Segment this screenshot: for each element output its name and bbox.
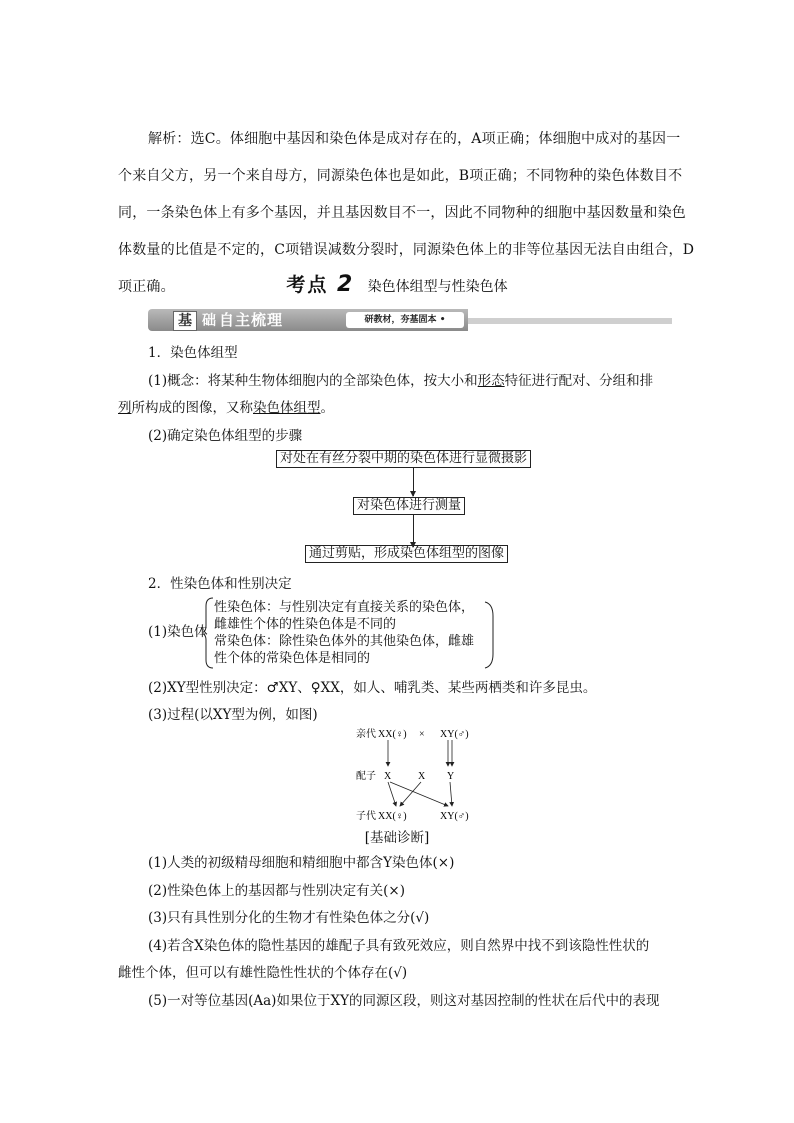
arrow-g2-female	[400, 782, 421, 806]
offspring-label: 子代	[356, 811, 376, 822]
concept-line-2: 列所构成的图像，又称染色体组型。	[118, 400, 334, 416]
arrow-g1-female	[388, 782, 396, 806]
sex-chromosome-line-1: 性染色体：与性别决定有直接关系的染色体，	[214, 600, 475, 615]
heading-sex-chromosome: 2．性染色体和性别决定	[148, 576, 292, 592]
diagnosis-item-4-cont: 雌性个体，但可以有雄性隐性性状的个体存在(√)	[118, 965, 408, 981]
autosome-line-2: 性个体的常染色体是相同的	[214, 651, 371, 666]
gamete-1: X	[384, 771, 392, 782]
step-box-2: 对染色体进行测量	[353, 497, 465, 515]
autosome-line-1: 常染色体：除性染色体外的其他染色体，雌雄	[214, 634, 475, 649]
gamete-3: Y	[447, 771, 455, 782]
analysis-line-3: 同，一条染色体上有多个基因，并且基因数目不一，因此不同物种的细胞中基因数量和染色	[118, 205, 686, 221]
arrow-g1-male	[390, 782, 448, 806]
section-subtitle: 染色体组型与性染色体	[367, 279, 508, 295]
flow-arrow-2	[413, 514, 414, 547]
diagnosis-item-2: (2)性染色体上的基因都与性别决定有关(×)	[148, 883, 405, 899]
analysis-line-2: 个来自父方，另一个来自母方，同源染色体也是如此，B项正确；不同物种的染色体数目不	[118, 168, 683, 184]
cross-symbol: ×	[419, 729, 425, 740]
analysis-line-1: 解析：选C。体细胞中基因和染色体是成对存在的，A项正确；体细胞中成对的基因一	[148, 131, 681, 147]
diagnosis-item-1: (1)人类的初级精母细胞和精细胞中都含Y染色体(×)	[148, 855, 455, 871]
offspring-male: XY(♂)	[440, 811, 469, 822]
banner-char-1: 基	[173, 311, 197, 331]
heading-karyotype: 1．染色体组型	[148, 345, 238, 361]
steps-title: (2)确定染色体组型的步骤	[148, 428, 303, 444]
diagnosis-item-3: (3)只有具性别分化的生物才有性染色体之分(√)	[148, 910, 430, 926]
banner-bar	[468, 318, 672, 324]
diagnosis-title: [基础诊断]	[364, 830, 430, 846]
gamete-2: X	[418, 771, 426, 782]
arrow-g3-male	[450, 782, 452, 806]
banner-char-2: 础	[202, 313, 216, 329]
banner-right-label: 研教材，夯基固本 •	[346, 312, 464, 328]
section-title	[0, 270, 794, 297]
inheritance-diagram	[340, 724, 480, 824]
analysis-line-4: 体数量的比值是不定的，C项错误减数分裂时，同源染色体上的非等位基因无法自由组合，D	[118, 242, 695, 258]
gamete-label: 配子	[356, 771, 376, 782]
process-line: (3)过程(以XY型为例，如图)	[148, 707, 318, 723]
xy-type-line: (2)XY型性别决定：♂XY、♀XX，如人、哺乳类、某些两栖类和许多昆虫。	[148, 680, 597, 696]
step-box-3: 通过剪贴，形成染色体组型的图像	[305, 545, 508, 563]
flow-arrow-1	[413, 467, 414, 496]
parent-male: XY(♂)	[440, 729, 469, 740]
concept-line-1: (1)概念：将某种生物体细胞内的全部染色体，按大小和形态特征进行配对、分组和排	[148, 373, 654, 389]
analysis-line-5: 项正确。	[118, 279, 175, 295]
banner-title: 自主梳理	[219, 311, 284, 329]
diagnosis-item-4: (4)若含X染色体的隐性基因的雄配子具有致死效应，则自然界中找不到该隐性性状的	[148, 938, 650, 954]
step-box-1: 对处在有丝分裂中期的染色体进行显微摄影	[276, 450, 531, 468]
parent-label: 亲代	[356, 729, 376, 740]
offspring-female: XX(♀)	[378, 811, 407, 822]
sex-chromosome-line-2: 雌雄性个体的性染色体是不同的	[214, 617, 397, 632]
parent-female: XX(♀)	[378, 729, 407, 740]
section-prefix: 考点 2	[286, 272, 355, 297]
chromosome-label: (1)染色体	[148, 624, 208, 640]
diagnosis-item-5: (5)一对等位基因(Aa)如果位于XY的同源区段，则这对基因控制的性状在后代中的表现	[148, 993, 660, 1009]
